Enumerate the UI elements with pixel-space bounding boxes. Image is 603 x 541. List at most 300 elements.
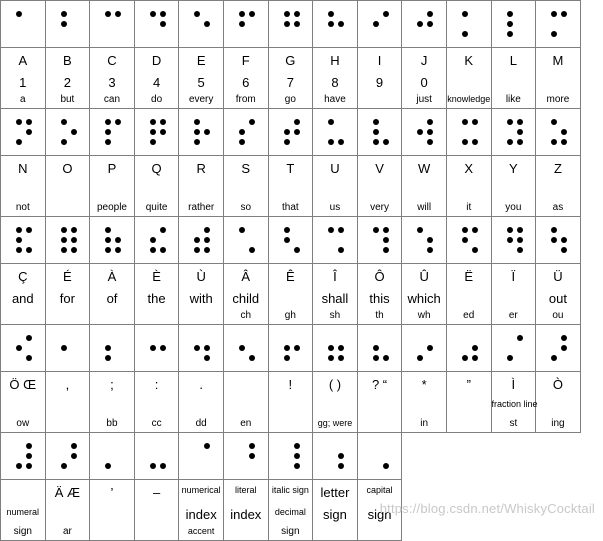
braille-dot [26,129,32,135]
braille-dot [16,227,22,233]
braille-label [268,48,313,109]
braille-dot [517,227,523,233]
label-l2: 0 [420,75,428,90]
braille-dot [194,139,200,145]
braille-dot [294,21,300,27]
braille-cell [313,109,358,156]
label-l1: É [63,269,72,284]
braille-label [1,48,46,109]
dot-row [1,109,581,156]
braille-cell [536,1,581,48]
braille-dot [551,139,557,145]
label-l1: Â [241,269,251,284]
label-l2: out [548,291,567,306]
braille-cell [446,217,491,264]
braille-dot [551,119,557,125]
label-l1: ? “ [371,377,388,392]
braille-dots [447,325,491,371]
braille-label [491,48,536,109]
empty-cell [446,433,491,480]
label-l1: V [375,161,384,176]
braille-label [491,156,536,217]
braille-label [536,264,581,325]
label-l3: quite [145,202,168,213]
braille-dot [160,119,166,125]
braille-cell [134,1,179,48]
braille-dot [249,247,255,253]
label-l1: Ô [374,269,385,284]
braille-label [357,156,402,217]
braille-dot [160,129,166,135]
braille-dot [507,11,513,17]
braille-dot [338,453,344,459]
braille-dot [294,345,300,351]
braille-dot [105,345,111,351]
braille-dot [194,11,200,17]
braille-dot [284,355,290,361]
braille-dots [358,1,402,47]
braille-dots [135,433,179,479]
braille-cell [491,109,536,156]
braille-dot [507,21,513,27]
braille-cell [491,1,536,48]
braille-dot [16,119,22,125]
braille-dot [373,227,379,233]
label-l1: Î [333,269,337,284]
braille-cell [357,325,402,372]
braille-cell [1,325,46,372]
label-l3: sign [13,526,32,537]
label-l3: rather [188,202,215,213]
braille-dot [150,119,156,125]
braille-dot [338,21,344,27]
braille-cell [179,325,224,372]
braille-dot [26,453,32,459]
label-l3: bb [106,418,118,429]
braille-dot [383,139,389,145]
braille-dot [517,335,523,341]
label-l1: L [509,53,517,68]
braille-cell [536,109,581,156]
braille-dot [328,355,334,361]
braille-dots [402,217,446,263]
label-l3: from [235,94,256,105]
braille-label [446,156,491,217]
braille-dot [373,139,379,145]
label-l3: ed [463,310,475,321]
braille-dot [561,129,567,135]
label-l1: letter [320,485,350,500]
label-l1: W [418,161,431,176]
braille-label [223,264,268,325]
braille-dots [224,1,268,47]
braille-cell [134,325,179,372]
label-l3: very [370,202,389,213]
label-l3: sh [329,310,341,321]
braille-dot [507,355,513,361]
label-l2: index [185,507,217,522]
braille-dots [447,217,491,263]
label-l1: A [18,53,28,68]
label-l1: literal [235,485,257,495]
braille-dot [472,247,478,253]
braille-dot [294,11,300,17]
braille-cell [446,325,491,372]
braille-cell [1,1,46,48]
braille-dot [472,227,478,233]
empty-cell [536,433,581,480]
braille-dot [204,345,210,351]
braille-dot [383,355,389,361]
label-l2: of [106,291,118,306]
braille-dots [179,433,223,479]
label-l2: numeral [6,507,40,517]
braille-label [1,480,46,541]
braille-dots [135,325,179,371]
dot-row [1,217,581,264]
braille-dot [294,453,300,459]
braille-dots [1,433,45,479]
label-l1: B [63,53,72,68]
braille-dot [472,345,478,351]
braille-dot [517,247,523,253]
label-l1: ( ) [328,377,342,392]
braille-cell [45,1,90,48]
braille-dot [249,453,255,459]
braille-dot [328,139,334,145]
label-l1: Ï [511,269,516,284]
braille-cell [90,433,135,480]
label-l1: ’ [110,485,114,500]
braille-dot [462,119,468,125]
label-l1: Q [151,161,162,176]
label-l1: Ò [552,377,563,392]
braille-cell [402,1,447,48]
braille-cell [313,325,358,372]
label-l3: just [416,94,432,105]
braille-label [223,48,268,109]
braille-cell [223,1,268,48]
braille-dot [561,335,567,341]
braille-dot [373,345,379,351]
braille-cell [90,1,135,48]
label-l1: I [377,53,382,68]
label-l1: capital [366,485,393,495]
braille-dot [194,237,200,243]
braille-dot [16,139,22,145]
braille-dot [204,247,210,253]
braille-dot [507,237,513,243]
braille-dots [90,1,134,47]
braille-dots [46,109,90,155]
braille-dot [249,443,255,449]
label-l1: Ì [511,377,516,392]
empty-cell [491,433,536,480]
braille-cell [45,217,90,264]
label-l2: 1 [19,75,27,90]
braille-dot [284,139,290,145]
braille-dot [249,119,255,125]
braille-dot [204,129,210,135]
braille-dot [328,227,334,233]
braille-cell [402,109,447,156]
label-row [1,156,581,217]
braille-dot [71,129,77,135]
braille-label [45,372,90,433]
braille-dot [427,11,433,17]
braille-dots [402,325,446,371]
dot-row [1,433,581,480]
braille-dots [536,217,580,263]
label-l3: but [60,94,75,105]
braille-dot [71,237,77,243]
braille-label [536,156,581,217]
braille-dots [224,325,268,371]
braille-dot [462,227,468,233]
empty-cell [402,433,447,480]
label-l1: Û [419,269,429,284]
braille-label [268,480,313,541]
braille-dots [313,433,357,479]
braille-label [1,264,46,325]
label-l2: 9 [375,75,384,90]
braille-cell [223,109,268,156]
braille-dot [507,139,513,145]
watermark: https://blog.csdn.net/WhiskyCocktail [379,501,595,516]
braille-cell [90,217,135,264]
braille-dot [507,31,513,37]
braille-dot [71,247,77,253]
braille-dot [160,345,166,351]
label-l2: sign [367,507,392,522]
braille-dots [46,217,90,263]
braille-dot [338,247,344,253]
braille-dot [561,345,567,351]
braille-dot [294,443,300,449]
braille-dots [492,325,536,371]
label-l1: È [152,269,161,284]
label-l2: sign [323,507,347,522]
braille-cell [45,325,90,372]
braille-dots [90,217,134,263]
braille-label [45,156,90,217]
braille-label [268,156,313,217]
braille-dots [46,1,90,47]
label-l2: shall [321,291,349,306]
braille-cell [179,1,224,48]
braille-dot [26,355,32,361]
braille-dots [269,433,313,479]
label-l3: en [240,418,252,429]
braille-label [402,48,447,109]
braille-cell [313,433,358,480]
braille-dot [239,227,245,233]
braille-dots [447,109,491,155]
braille-dot [284,11,290,17]
braille-label [402,156,447,217]
braille-label [179,48,224,109]
label-l1: F [241,53,250,68]
label-l2: and [11,291,34,306]
braille-dot [284,129,290,135]
braille-dot [417,355,423,361]
braille-cell [134,433,179,480]
label-l3: that [282,202,299,213]
label-l1: N [18,161,28,176]
label-l2: 3 [108,75,116,90]
braille-label [446,264,491,325]
braille-dot [294,247,300,253]
braille-label [179,480,224,541]
braille-label [268,372,313,433]
braille-dot [294,129,300,135]
label-l3: you [505,202,522,213]
braille-label [90,372,135,433]
braille-dot [427,139,433,145]
braille-cell [357,109,402,156]
label-l3: ow [16,418,30,429]
braille-cell [491,325,536,372]
braille-dot [383,227,389,233]
label-l1: Ù [196,269,206,284]
braille-dot [427,119,433,125]
braille-dot [105,227,111,233]
braille-label [134,48,179,109]
braille-dots [492,217,536,263]
braille-dot [61,119,67,125]
braille-cell [223,433,268,480]
label-l3: will [417,202,432,213]
braille-dots [269,109,313,155]
braille-dot [204,237,210,243]
label-l1: P [107,161,117,176]
braille-dots [358,433,402,479]
braille-dot [338,139,344,145]
braille-dot [427,345,433,351]
braille-dot [26,335,32,341]
label-l2: child [232,291,260,306]
braille-label [134,156,179,217]
label-l1: Ë [464,269,474,284]
braille-cell [446,1,491,48]
label-l2: 6 [242,75,250,90]
label-l1: M [552,53,564,68]
label-l2: decimal [274,507,306,517]
braille-dots [313,217,357,263]
label-l1: Ü [553,269,563,284]
braille-cell [45,433,90,480]
label-l2: for [59,291,75,306]
braille-dot [239,139,245,145]
braille-label [268,264,313,325]
braille-label [90,48,135,109]
braille-dots [135,1,179,47]
label-l1: J [420,53,428,68]
label-l3: in [420,418,429,429]
braille-dot [551,355,557,361]
braille-dots [269,217,313,263]
label-l3: er [508,310,518,321]
label-l1: Y [508,161,518,176]
braille-dot [16,345,22,351]
braille-dot [427,247,433,253]
label-l3: ing [551,418,565,429]
label-l3: gh [284,310,296,321]
braille-dot [239,11,245,17]
braille-label [1,372,46,433]
braille-dot [551,227,557,233]
label-l1: , [65,377,70,392]
braille-dots [224,217,268,263]
braille-dot [16,247,22,253]
label-l1: ; [110,377,114,392]
braille-dot [427,129,433,135]
braille-cell [223,325,268,372]
braille-cell [268,109,313,156]
braille-dot [115,11,121,17]
label-l2: 7 [286,75,294,90]
braille-dot [561,139,567,145]
braille-dots [536,325,580,371]
braille-dots [313,325,357,371]
label-l1: H [330,53,340,68]
braille-cell [134,109,179,156]
braille-dots [90,325,134,371]
braille-dots [224,109,268,155]
label-l3: wh [417,310,431,321]
label-l1: R [196,161,206,176]
braille-cell [268,1,313,48]
braille-label [90,264,135,325]
braille-label [536,48,581,109]
label-l1: G [285,53,296,68]
braille-dot [551,11,557,17]
braille-dot [115,247,121,253]
braille-dot [517,237,523,243]
braille-dot [26,247,32,253]
braille-dots [1,217,45,263]
braille-dot [204,443,210,449]
braille-dot [105,139,111,145]
braille-dot [150,463,156,469]
braille-dot [160,21,166,27]
braille-dots [90,433,134,479]
braille-cell [446,109,491,156]
braille-label [491,264,536,325]
braille-label [179,264,224,325]
braille-dots [1,1,45,47]
braille-dot [239,21,245,27]
braille-dot [160,247,166,253]
label-l3: go [284,94,296,105]
braille-label [90,480,135,541]
label-l1: ! [288,377,293,392]
braille-dot [61,227,67,233]
braille-label [223,156,268,217]
label-l2: 5 [197,75,205,90]
braille-dot [194,345,200,351]
braille-dot [204,227,210,233]
braille-dot [462,31,468,37]
label-l3: have [324,94,346,105]
label-l3: it [466,202,472,213]
braille-dot [561,237,567,243]
braille-dots [135,109,179,155]
braille-label [313,264,358,325]
braille-cell [1,433,46,480]
braille-label [179,156,224,217]
braille-label [1,156,46,217]
